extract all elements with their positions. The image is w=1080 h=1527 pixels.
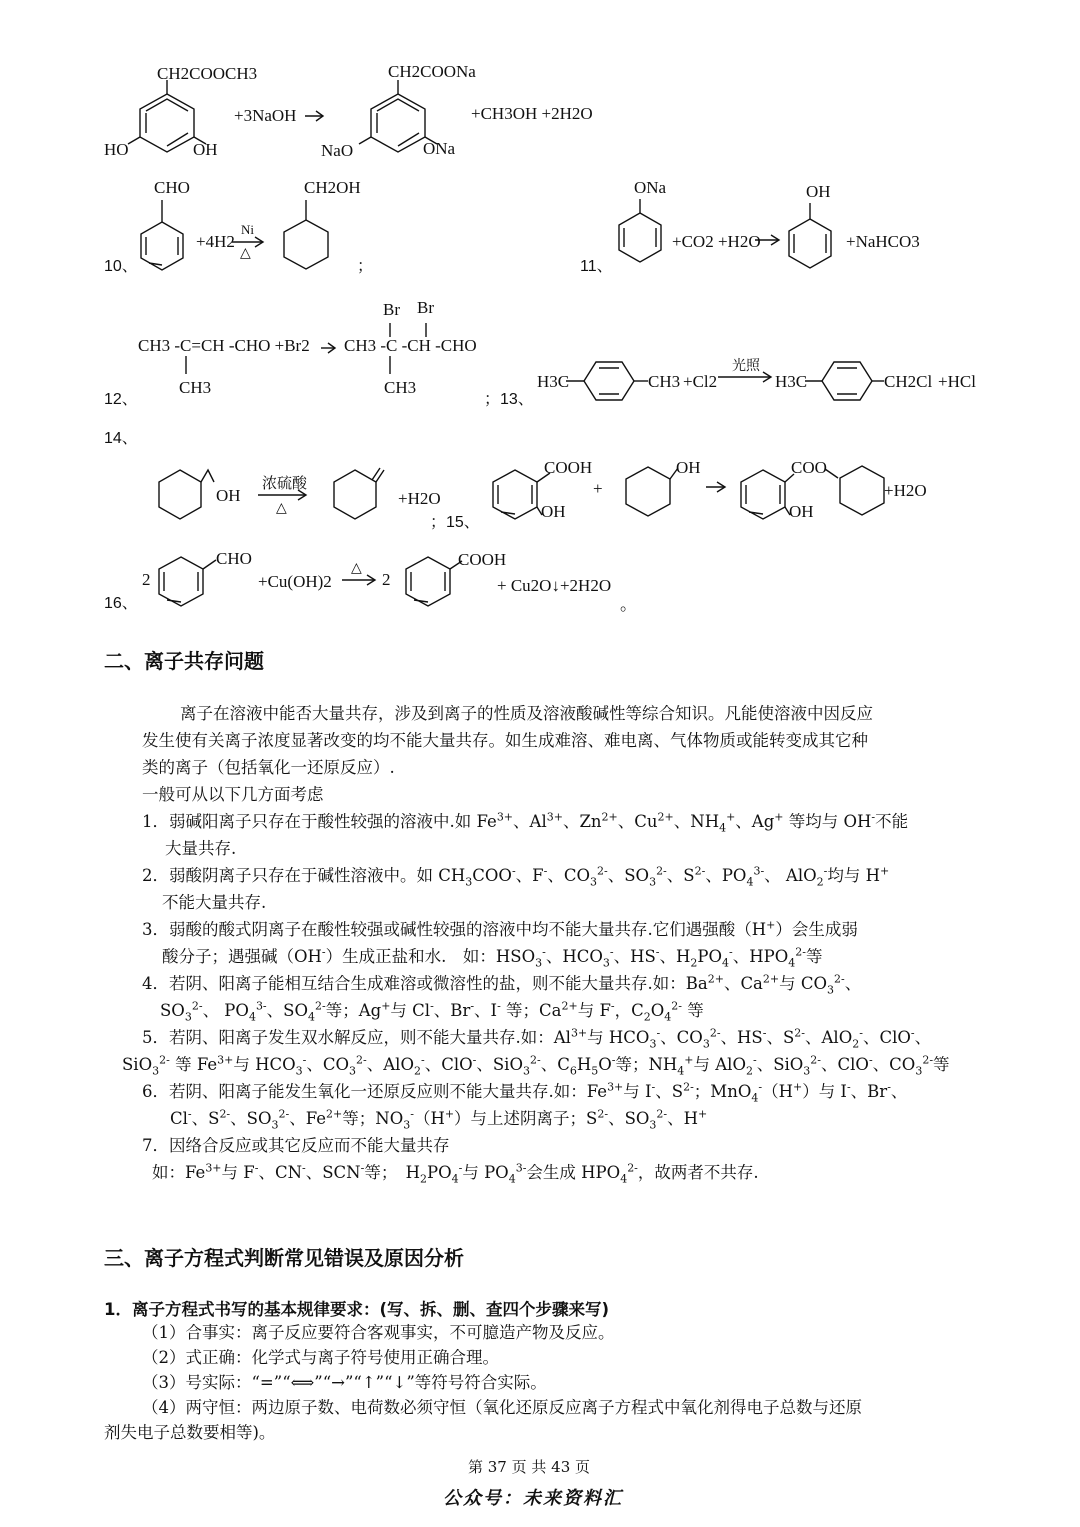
r9-byproducts: +CH3OH +2H2O xyxy=(471,104,593,123)
r16-condition: △ xyxy=(351,561,362,576)
rule-6-line-1: 6．若阴、阳离子能发生氧化一还原反应则不能大量共存.如：$Fe^{3+}$与 I-、$S^{2-}$；MnO$_4$-（H+）与 I-、Br-、 xyxy=(142,1080,908,1105)
benzene-ring xyxy=(159,557,203,606)
r12-product-branch: CH3 xyxy=(384,378,417,397)
benzene-ring xyxy=(741,470,785,519)
section3-subtitle: 1．离子方程式书写的基本规律要求：(写、拆、删、查四个步骤来写) xyxy=(104,1300,610,1319)
r9-product-left: NaO xyxy=(321,141,354,160)
r11-product-sub: OH xyxy=(806,182,831,201)
r10-product-sub: CH2OH xyxy=(304,178,361,197)
r12-reactant: CH3 -C=CH -CHO +Br2 xyxy=(138,336,310,355)
rule-7-line-1: 7．因络合反应或其它反应而不能大量共存 xyxy=(142,1136,450,1155)
r9-product-sub: CH2COONa xyxy=(388,62,476,81)
r12-label: 12、 xyxy=(104,391,138,408)
r10-catalyst: Ni xyxy=(241,222,254,237)
rule-3-line-1: 3．弱酸的酸式阴离子在酸性较强或碱性较强的溶液中均不能大量共存.它们遇强酸（H+）会生成弱 xyxy=(142,918,858,939)
r15-byproduct: +H2O xyxy=(884,481,927,500)
r13-left: H3C xyxy=(537,372,570,391)
r13-condition: 光照 xyxy=(732,359,760,374)
r13-reagent: +Cl2 xyxy=(683,372,718,391)
r12-end: ；13、 xyxy=(484,391,534,408)
section2-intro-4: 一般可从以下几方面考虑 xyxy=(142,785,324,804)
r13-product-right: CH2Cl xyxy=(884,372,933,391)
r12-product-br2: Br xyxy=(417,298,434,317)
rule-1-line-2: 大量共存. xyxy=(165,839,237,858)
r16-end: 。 xyxy=(620,595,637,614)
r16-reagent: +Cu(OH)2 xyxy=(258,572,332,591)
rule-1-line-1: 1．弱碱阳离子只存在于酸性较强的溶液中.如 $Fe^{3+}$、$Al^{3+}$、$Zn^{2+}$、$Cu^{2+}$、$NH_4^+$、Ag+ 等均与 OH-不能 xyxy=(142,810,909,835)
r16-coef2: 2 xyxy=(382,570,391,589)
brand-watermark: 公众号：未来资料汇 xyxy=(443,1488,623,1509)
r12-product: CH3 -C -CH -CHO xyxy=(344,336,477,355)
r10-label: 10、 xyxy=(104,258,138,275)
section2-title: 二、离子共存问题 xyxy=(104,649,264,673)
r16-sub: CHO xyxy=(216,549,252,568)
section3-line-5: 剂失电子总数要相等)。 xyxy=(104,1423,276,1442)
benzene-ring xyxy=(493,470,537,519)
r15-acid-sub1: COOH xyxy=(544,458,593,477)
section2-intro-3: 类的离子（包括氧化一还原反应）. xyxy=(142,758,395,777)
r14-label: 14、 xyxy=(104,430,138,447)
cyclohexane-ring xyxy=(626,467,670,516)
r15-prod-sub1: COO xyxy=(791,458,827,477)
section3-line-3: （3）号实际：“=”“⟺”“→”“↑”“↓”等符号符合实际。 xyxy=(142,1373,547,1392)
rule-3-line-2: 酸分子；遇强碱（OH-）生成正盐和水. 如：$HSO_3^-$、$HCO_3^-$、HS-、$H_2PO_4^-$、$HPO_4^{2-}$等 xyxy=(162,945,823,970)
section3-line-1: （1）合事实：离子反应要符合客观事实，不可臆造产物及反应。 xyxy=(142,1323,615,1342)
r15-alc-sub: OH xyxy=(676,458,701,477)
r10-sub: CHO xyxy=(154,178,190,197)
r9-substituent: CH2COOCH3 xyxy=(157,64,258,83)
r13-product-left: H3C xyxy=(775,372,808,391)
r16-byproducts: + Cu2O↓+2H2O xyxy=(497,576,612,595)
r14-condition-top: 浓硫酸 xyxy=(262,476,308,492)
benzene-ring xyxy=(141,222,183,270)
rule-5-line-2: SiO$_3^{2-}$ 等 $Fe^{3+}$与 $HCO_3^-$、$CO_3^{2-}$、AlO$_2$-、ClO-、SiO$_3^{2-}$、$C_6H_5O^-$等；$NH_4^+$与 AlO$_2$-、SiO$_3^{2-}$、ClO-、$CO_3^{2-}$等 xyxy=(122,1053,950,1078)
cyclohexane-ring xyxy=(284,220,328,269)
section3-line-2: （2）式正确：化学式与离子符号使用正确合理。 xyxy=(142,1348,499,1367)
r12-product-br1: Br xyxy=(383,300,400,319)
rule-4-line-2: $SO_3^{2-}$、 $PO_4^{3-}$、$SO_4^{2-}$等；Ag+与 Cl-、Br-、I- 等；$Ca^{2+}$与 F-，$C_2O_4^{2-}$ 等 xyxy=(160,999,704,1024)
benzene-ring xyxy=(140,94,194,152)
r10-end: ； xyxy=(357,258,374,275)
r11-label: 11、 xyxy=(580,258,613,275)
cyclohexane-ring xyxy=(334,470,376,519)
r11-reagent: +CO2 +H2O xyxy=(672,232,761,251)
r15-acid-sub2: OH xyxy=(541,502,566,521)
r9-right-oh: OH xyxy=(193,140,218,159)
r9-left-oh: HO xyxy=(104,140,129,159)
r14-condition-bottom: △ xyxy=(276,501,287,516)
r15-plus: + xyxy=(593,479,603,498)
r13-byproduct: +HCl xyxy=(938,372,976,391)
r11-byproducts: +NaHCO3 xyxy=(846,232,920,251)
rule-2-line-1: 2．弱酸阴离子只存在于碱性溶液中。如 $CH_3COO^-$、F-、$CO_3^{2-}$、$SO_3^{2-}$、$S^{2-}$、$PO_4^{3-}$、 AlO$_2$-均与 H+ xyxy=(142,864,890,889)
benzene-ring xyxy=(789,219,831,268)
r9-reagent: +3NaOH xyxy=(234,106,297,125)
r14-byproduct: +H2O xyxy=(398,489,441,508)
r16-product-sub: COOH xyxy=(458,550,507,569)
cyclohexane-ring xyxy=(159,470,201,519)
section2-intro-1: 离子在溶液中能否大量共存，涉及到离子的性质及溶液酸碱性等综合知识。凡能使溶液中因反应 xyxy=(180,704,873,723)
rule-6-line-2: Cl-、$S^{2-}$、$SO_3^{2-}$、$Fe^{2+}$等；$NO_3^-(H^+)$与上述阴离子；$S^{2-}$、$SO_3^{2-}$、H+ xyxy=(170,1107,708,1132)
r14-end: ；15、 xyxy=(430,514,480,531)
r14-sub: OH xyxy=(216,486,241,505)
cyclohexane-ring xyxy=(840,466,884,515)
r10-reagent: +4H2 xyxy=(196,232,235,251)
r11-sub: ONa xyxy=(634,178,667,197)
r16-coef1: 2 xyxy=(142,570,151,589)
benzene-ring xyxy=(619,213,661,262)
r13-right: CH3 xyxy=(648,372,681,391)
rule-4-line-1: 4．若阴、阳离子能相互结合生成难溶或微溶性的盐，则不能大量共存.如：$Ba^{2+}$、$Ca^{2+}$与 $CO_3^{2-}$、 xyxy=(142,972,862,997)
r12-reactant-branch: CH3 xyxy=(179,378,212,397)
r9-product-right: ONa xyxy=(423,139,456,158)
benzene-ring xyxy=(371,94,425,152)
page-number: 第 37 页 共 43 页 xyxy=(468,1458,591,1476)
rule-7-line-2: 如：$Fe^{3+}$与 F-、CN-、SCN-等； $H_2PO_4^-$与 $PO_4^{3-}$会生成 $HPO_4^{2-}$，故两者不共存. xyxy=(152,1161,759,1186)
rule-2-line-2: 不能大量共存. xyxy=(162,893,267,912)
r16-label: 16、 xyxy=(104,595,138,612)
reaction-structures xyxy=(0,0,1080,620)
r10-condition: △ xyxy=(240,246,251,261)
benzene-ring xyxy=(406,557,450,606)
section3-title: 三、离子方程式判断常见错误及原因分析 xyxy=(104,1246,464,1270)
r15-prod-sub2: OH xyxy=(789,502,814,521)
rule-5-line-1: 5．若阴、阳离子发生双水解反应，则不能大量共存.如：$Al^{3+}$与 $HCO_3^-$、$CO_3^{2-}$、HS-、$S^{2-}$、AlO$_2$-、ClO-、 xyxy=(142,1026,932,1051)
section2-intro-2: 发生使有关离子浓度显著改变的均不能大量共存。如生成难溶、难电离、气体物质或能转变成其它种 xyxy=(142,731,868,750)
section3-line-4: （4）两守恒：两边原子数、电荷数必须守恒（氧化还原反应离子方程式中氧化剂得电子总数与还原 xyxy=(142,1398,862,1417)
